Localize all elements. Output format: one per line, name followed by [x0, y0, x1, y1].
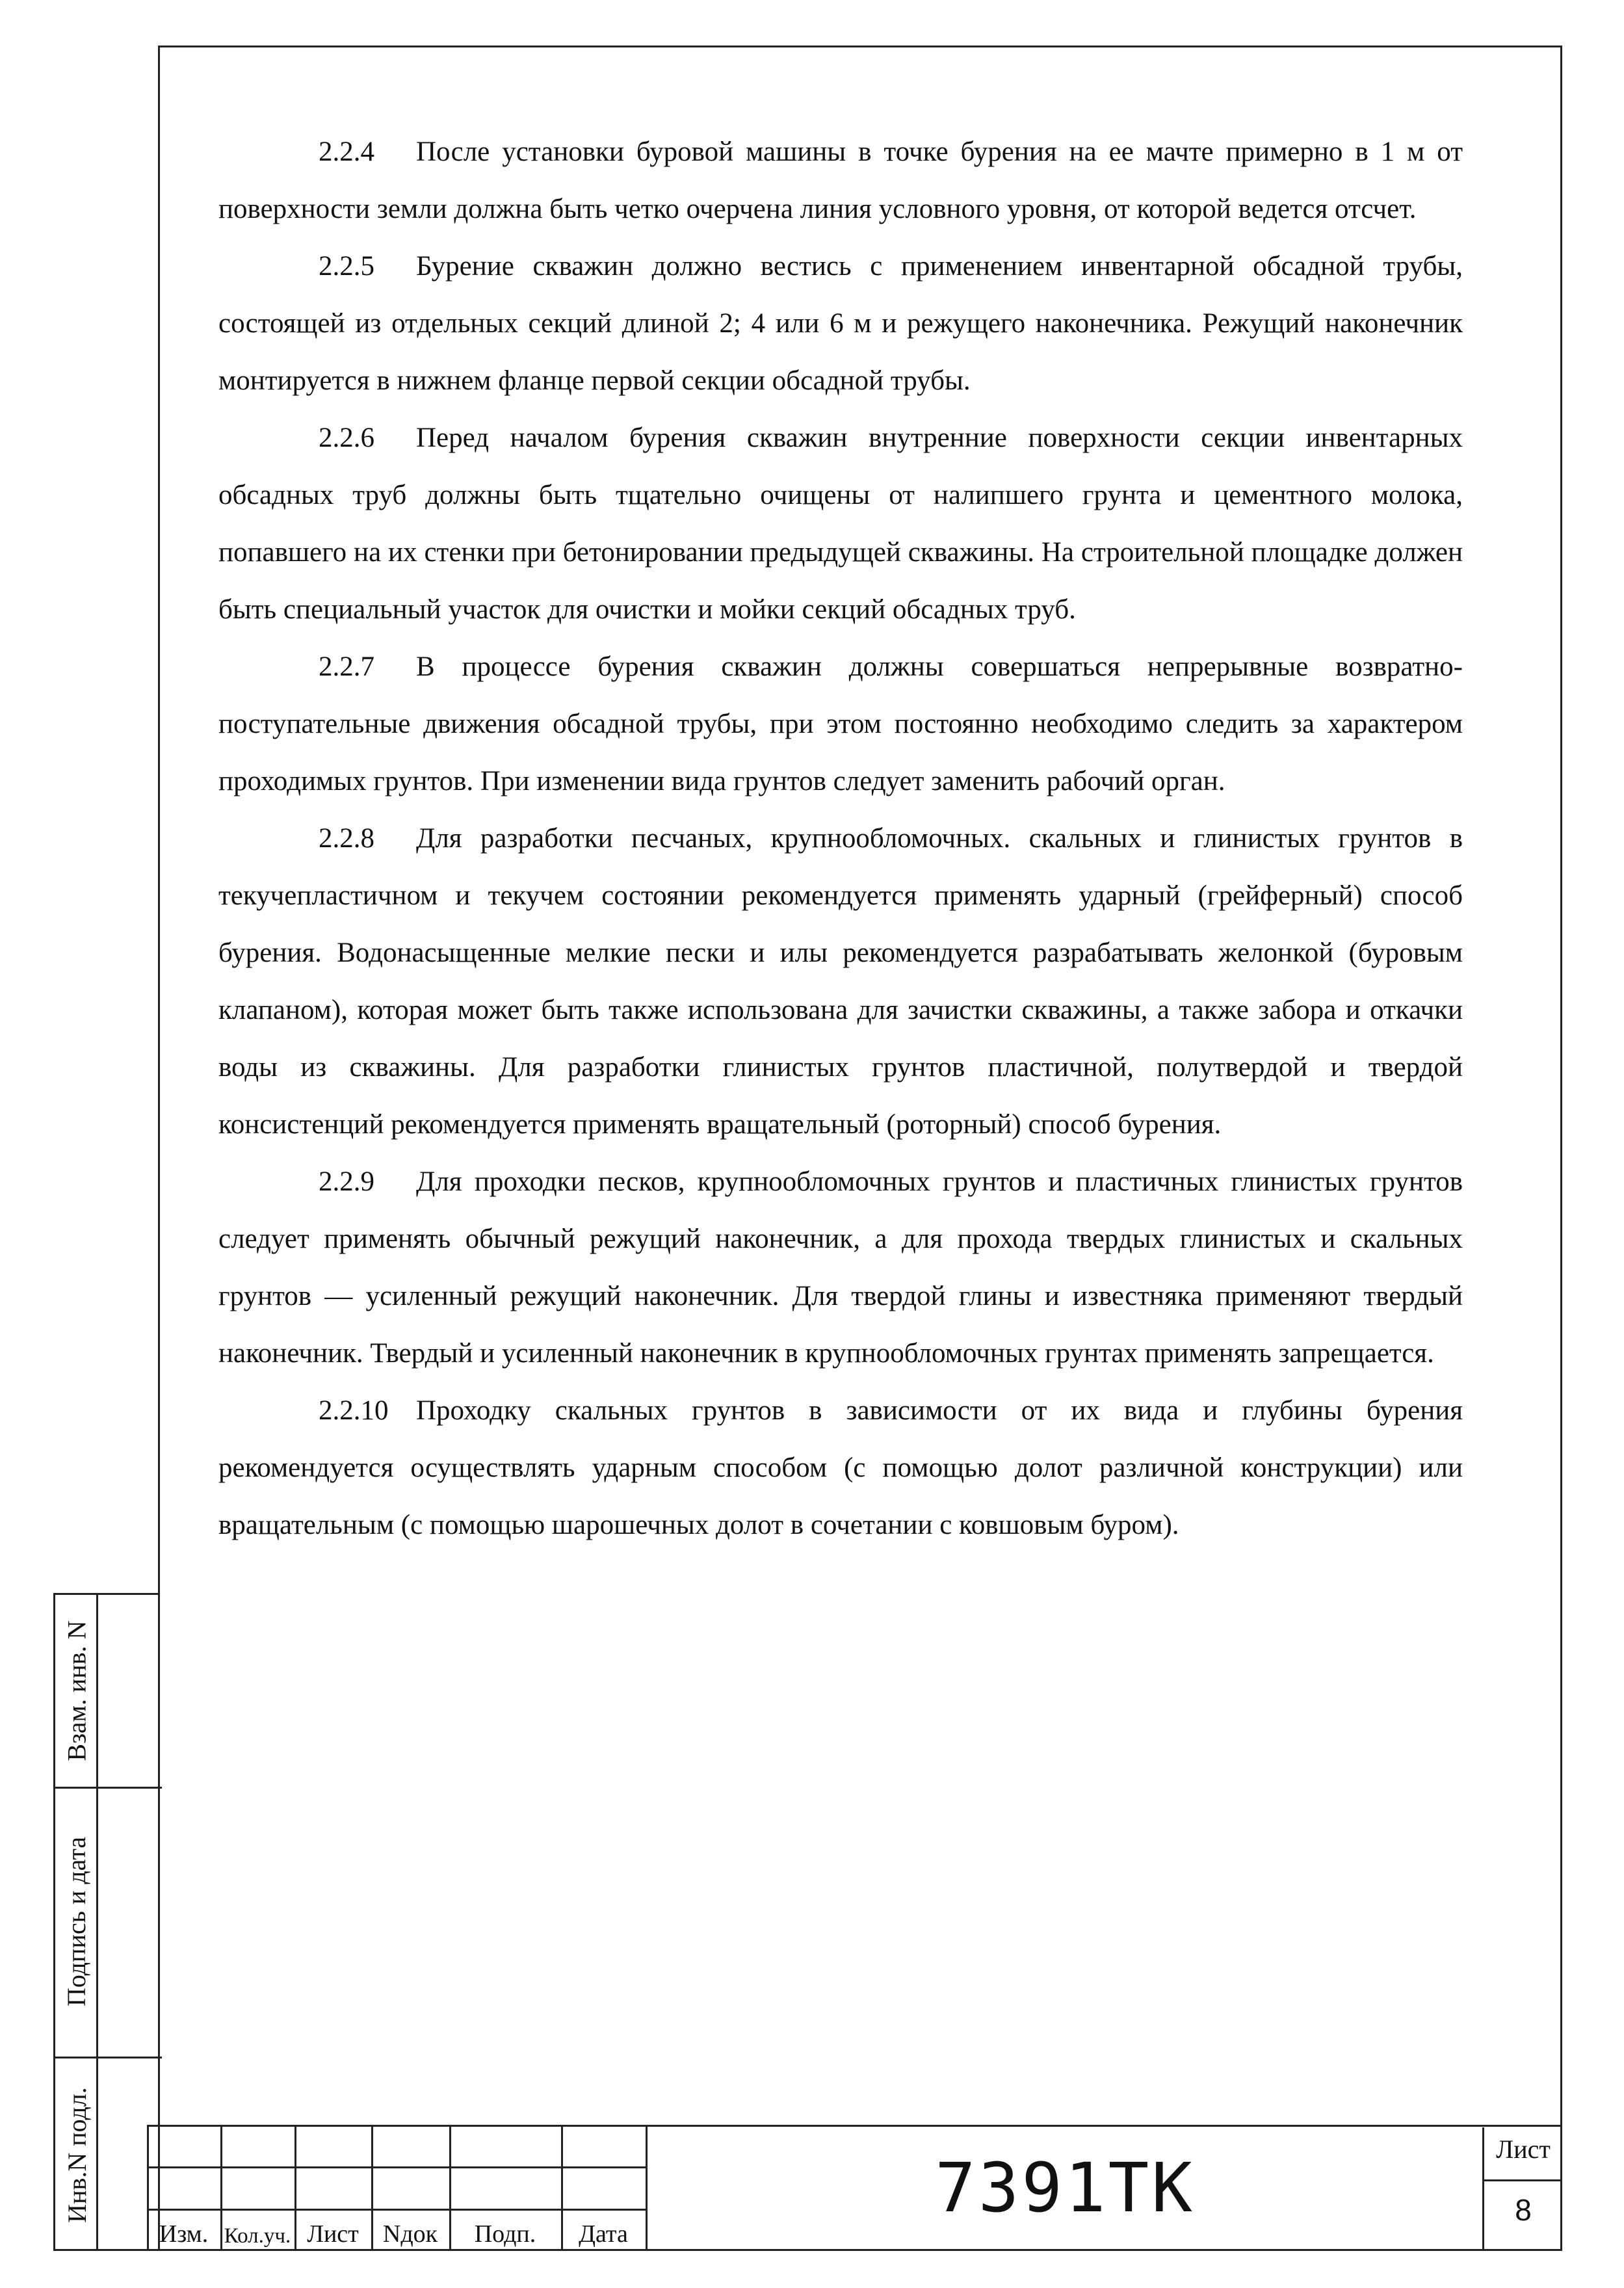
paragraph-text: Для проходки песков, крупнообломочных грунтов и пластичных глинистых грунтов следует применять обычный режущий наконечник, а для прохода твердых глинистых и скальных грунтов — усиленный режущий наконечник. Для твердой глины и известняка применяют твердый наконечник. Твердый и усиленный наконечник в крупнообломочных грунтах применять запрещается.	[218, 1166, 1463, 1369]
paragraph-text: В процессе бурения скважин должны совершаться непрерывные возвратно-поступательные движения обсадной трубы, при этом постоянно необходимо следить за характером проходимых грунтов. При изменении вида грунтов следует заменить рабочий орган.	[218, 651, 1463, 796]
paragraph-number: 2.2.8	[319, 823, 374, 854]
sheet-number: 8	[1515, 2193, 1532, 2227]
side-stamp-vzam: Взам. инв. N	[62, 1620, 92, 1761]
paragraph-text: Бурение скважин должно вестись с применением инвентарной обсадной трубы, состоящей из отдельных секций длиной 2; 4 или 6 м и режущего наконечника. Режущий наконечник монтируется в нижнем фланце первой секции обсадной трубы.	[218, 251, 1463, 396]
paragraph-number: 2.2.5	[319, 251, 374, 282]
header-kol-uch: Кол.уч.	[224, 2224, 291, 2248]
header-ndok: Nдок	[382, 2220, 438, 2248]
side-stamp-podpis: Подпись и дата	[62, 1836, 92, 2007]
paragraph-2-2-8	[218, 810, 1463, 1153]
paragraph-text: После установки буровой машины в точке бурения на ее мачте примерно в 1 м от поверхности земли должна быть четко очерчена линия условного уровня, от которой ведется отсчет.	[218, 137, 1463, 224]
paragraph-number: 2.2.10	[319, 1395, 389, 1426]
paragraph-2-2-5	[218, 238, 1463, 410]
paragraph-text: Проходку скальных грунтов в зависимости от их вида и глубины бурения рекомендуется осуществлять ударным способом (с помощью долот различной конструкции) или вращательным (с помощью шарошечных долот в сочетании с ковшовым буром).	[218, 1395, 1463, 1540]
header-izm: Изм.	[159, 2220, 209, 2248]
paragraph-2-2-4	[218, 124, 1463, 238]
paragraph-2-2-6	[218, 410, 1463, 638]
document-code: 7391ТК	[935, 2148, 1195, 2228]
sheet-label: Лист	[1496, 2135, 1551, 2164]
revision-grid	[147, 2125, 648, 2251]
document-body	[218, 124, 1463, 1554]
header-data: Дата	[579, 2220, 628, 2248]
paragraph-number: 2.2.6	[319, 423, 374, 453]
paragraph-number: 2.2.9	[319, 1166, 374, 1197]
paragraph-text: Для разработки песчаных, крупнообломочных. скальных и глинистых грунтов в текучепластичном и текучем состоянии рекомендуется применять ударный (грейферный) способ бурения. Водонасыщенные мелкие пески и илы рекомендуется разрабатывать желонкой (буровым клапаном), которая может быть также использована для зачистки скважины, а также забора и откачки воды из скважины. Для разработки глинистых грунтов пластичной, полутвердой и твердой консистенций рекомендуется применять вращательный (роторный) способ бурения.	[218, 823, 1463, 1140]
side-stamp-inv: Инв.N подл.	[62, 2086, 92, 2223]
header-podp: Подп.	[474, 2220, 536, 2248]
paragraph-number: 2.2.7	[319, 651, 374, 682]
side-stamp	[53, 1593, 160, 2251]
paragraph-2-2-10	[218, 1382, 1463, 1554]
paragraph-text: Перед началом бурения скважин внутренние поверхности секции инвентарных обсадных труб должны быть тщательно очищены от налипшего грунта и цементного молока, попавшего на их стенки при бетонировании предыдущей скважины. На строительной площадке должен быть специальный участок для очистки и мойки секций обсадных труб.	[218, 423, 1463, 625]
sheet-box	[1482, 2127, 1562, 2251]
paragraph-2-2-9	[218, 1153, 1463, 1382]
paragraph-number: 2.2.4	[319, 137, 374, 167]
header-list: Лист	[307, 2220, 359, 2248]
paragraph-2-2-7	[218, 638, 1463, 810]
